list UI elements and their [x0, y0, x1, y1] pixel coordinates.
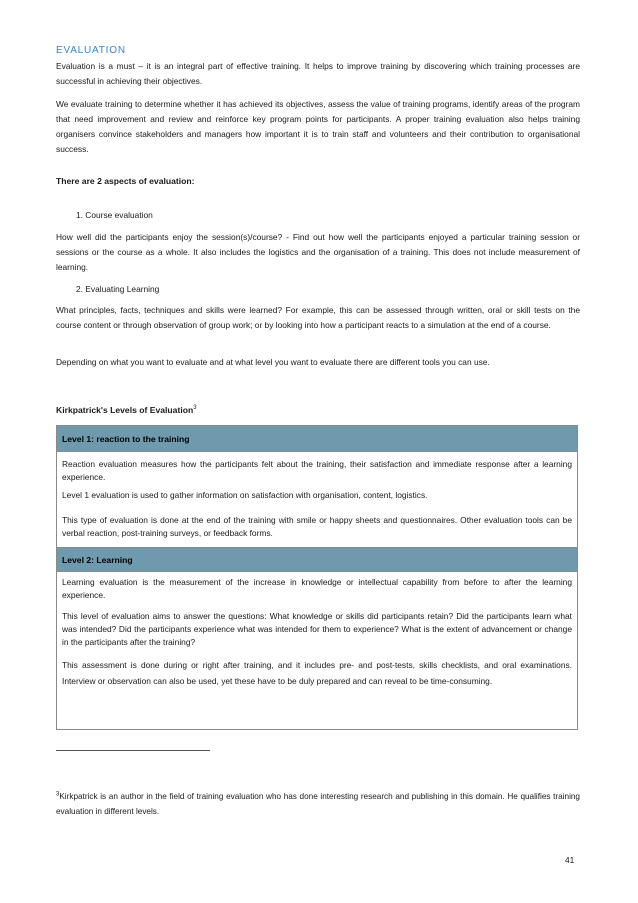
aspect-2-text: What principles, facts, techniques and skills were learned? For example, this can be assessed through written, oral or skill tests on the course content or through observation of group work; or by looking into how a participant reacts to a simulation at the end of a course. [56, 305, 580, 330]
aspect-1-text: How well did the participants enjoy the session(s)/course? - Find out how well the participants enjoyed a particular training session or sessions or the course as a whole. It also includes the logistics and the organisation of a training. This does not include measurement of learning. [56, 232, 580, 272]
page-number: 41 [565, 855, 575, 865]
kirkpatrick-levels-table [56, 425, 578, 730]
footnote-divider [56, 750, 210, 751]
aspect-1-title: 1. Course evaluation [76, 210, 153, 220]
kirkpatrick-heading [56, 405, 197, 415]
aspect-2-title: 2. Evaluating Learning [76, 284, 160, 294]
level-1-paragraph: Level 1 evaluation is used to gather information on satisfaction with organisation, content, logistics. [62, 490, 428, 500]
level-2-paragraph: This assessment is done during or right after training, and it includes pre- and post-tests, skills checklists, and oral examinations. Interview or observation can also be used, yet these have to be duly prepared and can reveal to be time-consuming. [62, 660, 572, 686]
section-title: EVALUATION [56, 45, 126, 56]
intro-paragraph-2: We evaluate training to determine whether it has achieved its objectives, assess the value of training programs, identify areas of the program that need improvement and review and reinforce key program points for participants. A proper training evaluation also helps training organisers convince stakeholders and managers how important it is to train staff and volunteers and their contribution to organisational success. [56, 99, 580, 154]
intro-paragraph-1: Evaluation is a must – it is an integral part of effective training. It helps to improve training by discovering which training processes are successful in achieving their objectives. [56, 61, 580, 86]
footnote-reference[interactable]: 3 [193, 405, 197, 412]
level-1-header: Level 1: reaction to the training [57, 426, 577, 452]
footnote-marker: 3 [56, 791, 60, 798]
level-2-paragraph: Learning evaluation is the measurement of the increase in knowledge or intellectual capability from before to after the learning experience. [62, 577, 572, 600]
aspects-heading: There are 2 aspects of evaluation: [56, 176, 195, 186]
aspects-closing: Depending on what you want to evaluate and at what level you want to evaluate there are different tools you can use. [56, 357, 490, 367]
level-1-paragraph: This type of evaluation is done at the end of the training with smile or happy sheets and questionnaires. Other evaluation tools can be verbal reaction, post-training surveys, or feedback forms. [62, 515, 572, 538]
level-2-paragraph: This level of evaluation aims to answer the questions: What knowledge or skills did participants retain? Did the participants learn what was intended? Did the participants experience what was intended for them to experience? What is the extent of advancement or change in the participants after the training? [62, 611, 572, 647]
footnote-text: Kirkpatrick is an author in the field of training evaluation who has done interesting research and publishing in this domain. He qualifies training evaluation in different levels. [56, 792, 580, 816]
footnote [56, 789, 580, 819]
kirkpatrick-heading-text: Kirkpatrick's Levels of Evaluation [56, 405, 194, 415]
level-2-header: Level 2: Learning [57, 547, 577, 572]
level-1-paragraph: Reaction evaluation measures how the participants felt about the training, their satisfaction and immediate response after a learning experience. [62, 459, 572, 482]
